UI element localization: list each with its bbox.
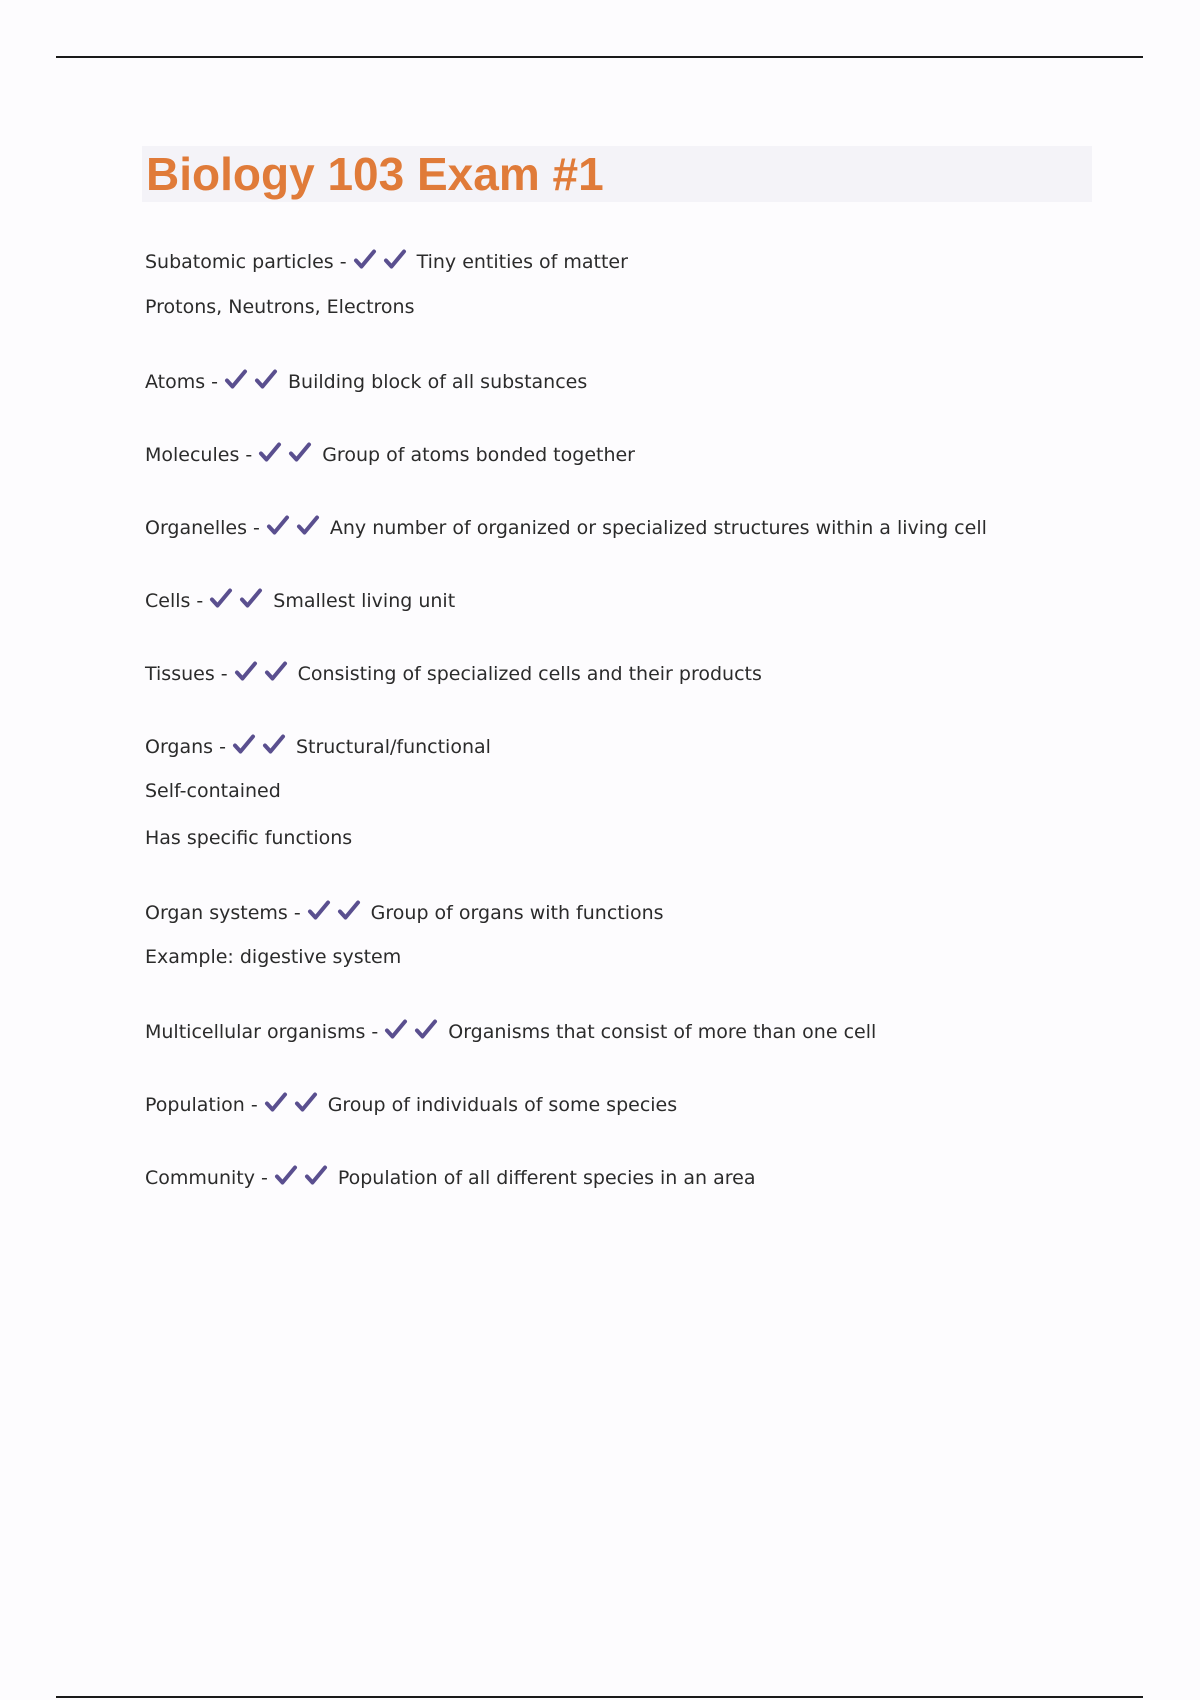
term-line [145,1017,1145,1043]
answer-marker [384,1017,444,1048]
term-separator: - [220,662,228,685]
checkmark-icon [209,586,233,610]
term-entry [145,898,1145,971]
term-definition: Organisms that consist of more than one cell [448,1021,877,1043]
term-label: Subatomic particles [145,251,334,273]
term-label: Organelles [145,516,248,539]
checkmark-icon [384,1017,408,1041]
top-rule [56,56,1143,58]
term-definition: Tiny entities of matter [416,251,628,273]
term-separator: - [245,443,253,466]
term-entry [145,247,1145,320]
term-label: Organs [145,735,214,758]
answer-marker [224,367,284,398]
term-entry [145,440,1145,466]
checkmark-icon [353,247,377,271]
answer-marker [232,732,292,763]
term-entry [145,1163,1145,1189]
term-separator: - [293,901,301,924]
term-entry [145,367,1145,393]
answer-marker [234,659,294,690]
definition-detail: Self-contained [145,780,281,802]
document-title: Biology 103 Exam #1 [146,148,604,200]
term-definition: Structural/functional [295,735,491,758]
answer-marker [307,898,367,929]
term-definition: Group of individuals of some species [327,1094,678,1116]
term-line [145,898,1145,924]
checkmark-icon [414,1017,438,1041]
checkmark-icon [383,247,407,271]
checkmark-icon [262,732,286,756]
answer-marker [258,440,318,471]
term-line [145,367,1145,393]
term-entry [145,1017,1145,1043]
checkmark-icon [288,440,312,464]
checkmark-icon [264,1090,288,1114]
term-separator: - [250,1094,258,1116]
bottom-rule [56,1696,1143,1698]
term-entry [145,1090,1145,1116]
answer-marker [266,513,326,544]
checkmark-icon [304,1163,328,1187]
term-entry [145,513,1145,539]
term-line [145,513,1145,539]
term-separator: - [253,516,260,539]
checkmark-icon [296,513,320,537]
answer-marker [264,1090,324,1121]
checkmark-icon [266,513,290,537]
term-definition: Consisting of specialized cells and their products [297,662,762,685]
term-label: Atoms [145,370,206,393]
term-label: Organ systems [145,901,288,924]
checkmark-icon [274,1163,298,1187]
term-line [145,586,1145,612]
term-line [145,440,1145,466]
definition-detail: Protons, Neutrons, Electrons [145,295,415,318]
checkmark-icon [239,586,263,610]
term-line [145,1163,1145,1189]
term-separator: - [211,370,219,393]
term-definition: Any number of organized or specialized structures within a living cell [329,516,987,539]
term-label: Tissues [145,662,215,685]
definition-detail: Example: digestive system [145,946,402,968]
term-label: Molecules [145,443,240,466]
term-line [145,247,1145,273]
term-definition: Group of atoms bonded together [322,443,635,466]
term-definition: Smallest living unit [273,589,456,612]
term-definition: Group of organs with functions [370,901,664,924]
checkmark-icon [294,1090,318,1114]
term-line [145,732,1145,758]
checkmark-icon [254,367,278,391]
term-separator: - [219,735,226,758]
term-line [145,1090,1145,1116]
term-separator: - [339,251,347,273]
term-definition: Building block of all substances [288,370,588,393]
checkmark-icon [232,732,256,756]
term-separator: - [371,1021,379,1043]
answer-marker [274,1163,334,1194]
checkmark-icon [264,659,288,683]
term-list [145,247,1145,1236]
term-separator: - [196,589,204,612]
term-label: Cells [145,589,191,612]
term-label: Multicellular organisms [145,1021,366,1043]
term-entry [145,732,1145,851]
answer-marker [353,247,413,278]
term-definition: Population of all different species in an area [337,1167,756,1189]
term-line [145,659,1145,685]
term-entry [145,586,1145,612]
term-separator: - [260,1167,268,1189]
answer-marker [209,586,269,617]
checkmark-icon [307,898,331,922]
term-label: Population [145,1094,245,1116]
checkmark-icon [337,898,361,922]
term-entry [145,659,1145,685]
checkmark-icon [234,659,258,683]
term-label: Community [145,1167,255,1189]
checkmark-icon [224,367,248,391]
definition-detail: Has specific functions [145,826,353,849]
checkmark-icon [258,440,282,464]
